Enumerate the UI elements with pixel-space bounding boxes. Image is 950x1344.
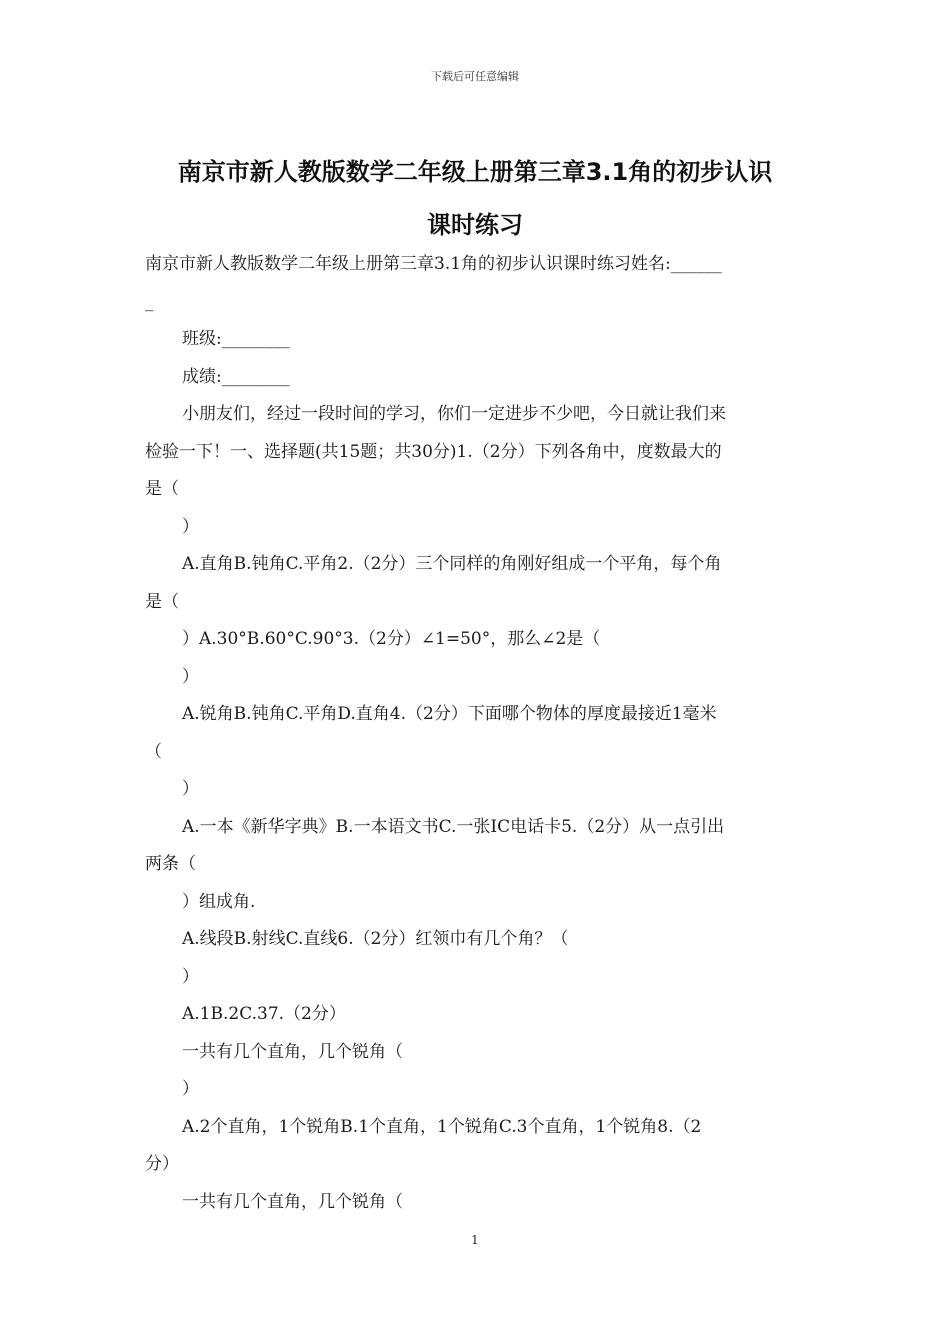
body-line: 是（ bbox=[145, 591, 179, 612]
class-field: 班级:________ bbox=[182, 329, 290, 349]
body-line: 南京市新人教版数学二年级上册第三章3.1角的初步认识课时练习姓名:______ bbox=[145, 254, 722, 274]
body-line: 一共有几个直角，几个锐角（ bbox=[182, 1041, 403, 1062]
body-line: A.一本《新华字典》B.一本语文书C.一张IC电话卡5.（2分）从一点引出 bbox=[182, 816, 725, 837]
body-line: 检验一下！一、选择题(共15题；共30分)1.（2分）下列各角中，度数最大的 bbox=[145, 441, 722, 462]
body-line: ） bbox=[182, 1079, 199, 1099]
body-line: A.1B.2C.37.（2分） bbox=[182, 1004, 346, 1024]
document-title-continued: 课时练习 bbox=[427, 211, 523, 239]
body-line: 小朋友们，经过一段时间的学习，你们一定进步不少吧，今日就让我们来 bbox=[182, 404, 726, 424]
body-line: 分） bbox=[145, 1154, 179, 1174]
body-line: 两条（ bbox=[145, 854, 196, 874]
body-line: ）组成角. bbox=[182, 891, 256, 912]
page-number: 1 bbox=[471, 1233, 479, 1247]
body-line: A.锐角B.钝角C.平角D.直角4.（2分）下面哪个物体的厚度最接近1毫米 bbox=[182, 704, 717, 724]
body-line: ） bbox=[182, 779, 199, 799]
body-line: A.直角B.钝角C.平角2.（2分）三个同样的角刚好组成一个平角，每个角 bbox=[182, 554, 722, 574]
body-line: （ bbox=[145, 741, 162, 762]
body-line: 一共有几个直角，几个锐角（ bbox=[182, 1191, 403, 1212]
document-body bbox=[145, 246, 807, 1221]
body-line: A.线段B.射线C.直线6.（2分）红领巾有几个角？（ bbox=[182, 929, 569, 949]
score-field: 成绩:________ bbox=[182, 366, 290, 387]
body-line: ） bbox=[182, 966, 199, 987]
body-line: _ bbox=[145, 291, 154, 312]
header-note: 下载后可任意编辑 bbox=[431, 70, 519, 83]
body-line: ） bbox=[182, 516, 199, 537]
body-line: ）A.30°B.60°C.90°3.（2分）∠1=50°，那么∠2是（ bbox=[182, 629, 601, 649]
body-line: ） bbox=[182, 666, 199, 687]
body-line: 是（ bbox=[145, 479, 179, 499]
body-line: A.2个直角，1个锐角B.1个直角，1个锐角C.3个直角，1个锐角8.（2 bbox=[182, 1116, 702, 1137]
document-title: 南京市新人教版数学二年级上册第三章3.1角的初步认识 bbox=[177, 158, 773, 186]
